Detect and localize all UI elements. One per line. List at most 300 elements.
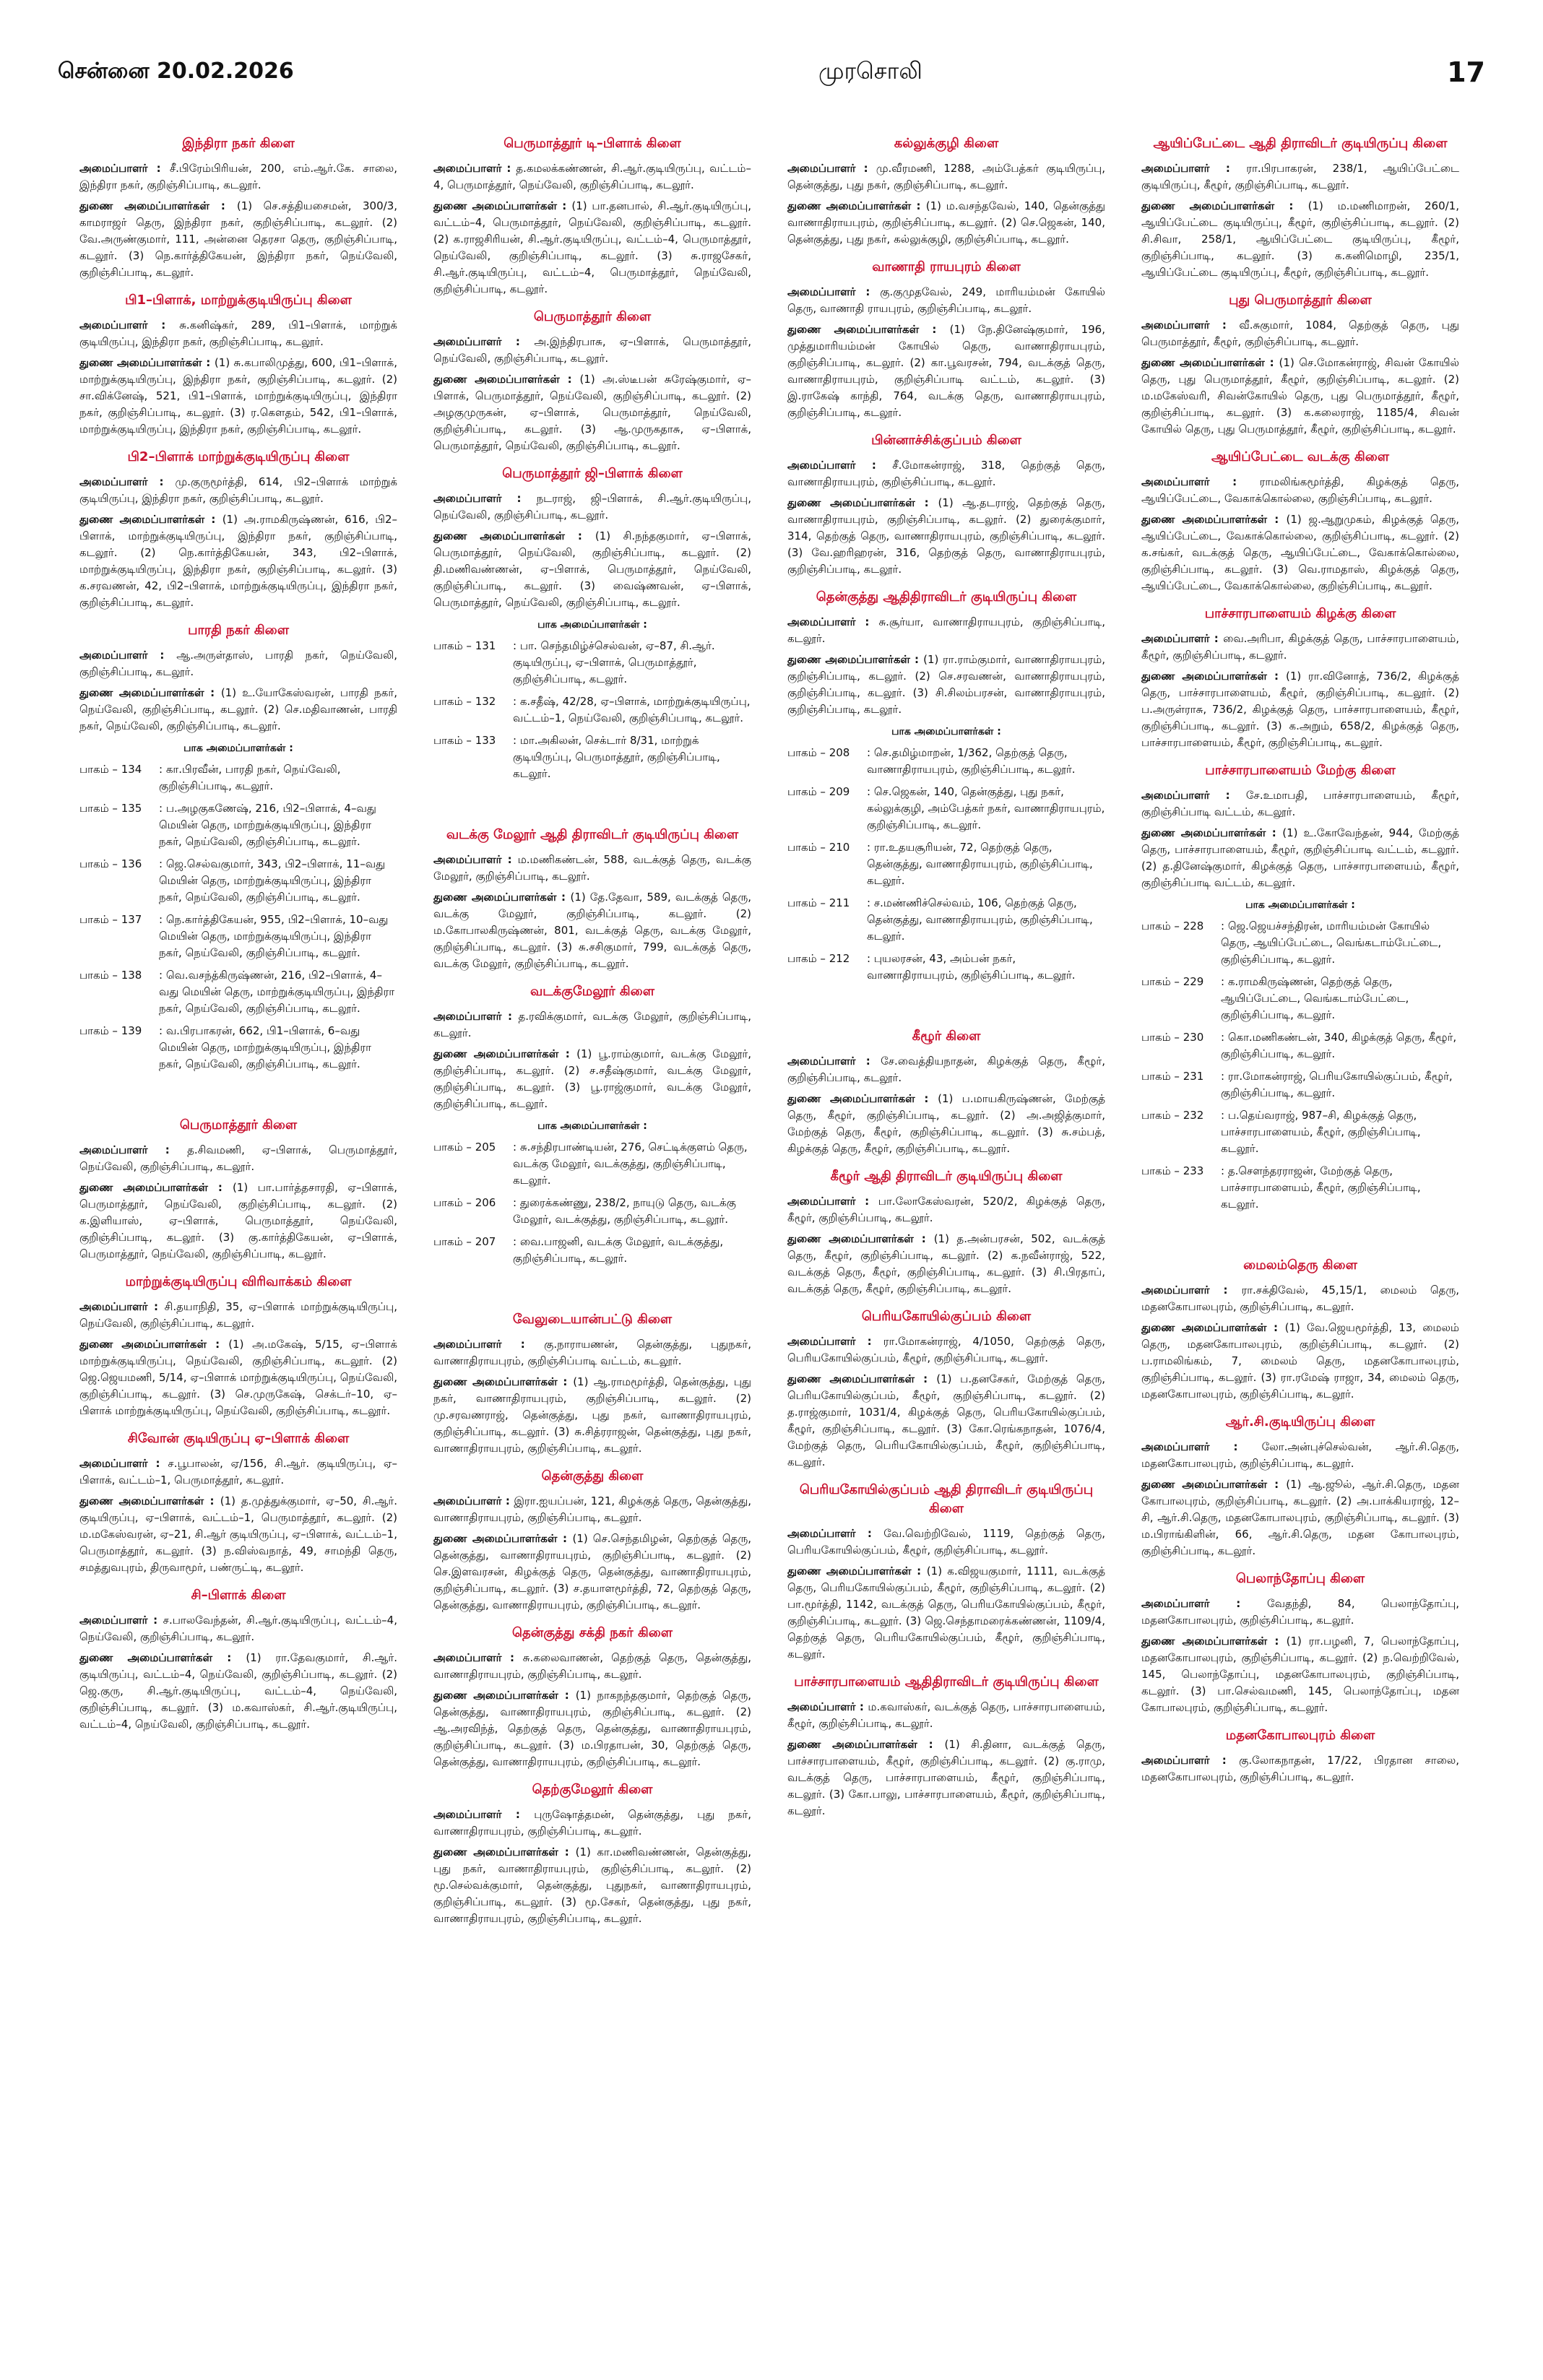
officer-entry — [787, 1091, 1105, 1157]
ward-row — [433, 1195, 751, 1228]
officer-details: (1) செ.மோகன்ராஜ், சிவன் கோயில் தெரு, புது பெருமாத்தூர், கீழூர், குறிஞ்சிப்பாடி, கடலூர். (2) ம.மகேஸ்வரி, சிவன்கோயில் தெரு, புது பெருமாத்தூர், கீழூர், குறிஞ்சிப்பாடி, கடலூர். (3) க.கலைராஜ், 1185/4, சிவன் கோயில் தெரு, புது பெருமாத்தூர், கீழூர், குறிஞ்சிப்பாடி, கடலூர். — [1141, 356, 1459, 436]
ward-organiser: : கா.பிரவீன், பாரதி நகர், நெய்வேலி, குறிஞ்சிப்பாடி, கடலூர். — [159, 763, 341, 792]
officer-entry — [1141, 787, 1459, 821]
ward-row — [433, 638, 751, 688]
branch-section — [787, 1307, 1105, 1471]
ward-organiser: : ச.மண்ணிச்செல்வம், 106, தெற்குத் தெரு, தென்குத்து, வாணாதிராயபுரம், குறிஞ்சிப்பாடி, கடலூர். — [867, 896, 1093, 943]
officer-entry — [1141, 474, 1459, 507]
officer-details: பா.லோகேஸ்வரன், 520/2, கிழக்குத் தெரு, கீழூர், குறிஞ்சிப்பாடி, கடலூர். — [787, 1195, 1105, 1224]
ward-row — [79, 761, 397, 795]
role-label: அமைப்பாளர் : — [433, 1010, 519, 1023]
officer-details: சே.வைத்தியநாதன், கிழக்குத் தெரு, கீழூர், குறிஞ்சிப்பாடி, கடலூர். — [787, 1055, 1105, 1084]
officer-details: ரா.மோகன்ராஜ், 4/1050, தெற்குத் தெரு, பெரியகோயில்குப்பம், கீழூர், குறிஞ்சிப்பாடி, கடலூர். — [787, 1335, 1105, 1364]
officer-entry — [433, 1687, 751, 1770]
officer-details: (1) தே.தேவா, 589, வடக்குத் தெரு, வடக்கு மேலூர், குறிஞ்சிப்பாடி, கடலூர். (2) ம.கோபாலகிருஷ்ணன், 801, வடக்குத் தெரு, வடக்கு மேலூர், குறிஞ்சிப்பாடி, கடலூர். (3) சு.சசிகுமார், 799, வடக்குத் தெரு, வடக்கு மேலூர், குறிஞ்சிப்பாடி, கடலூர். — [433, 891, 751, 970]
role-label: துணை அமைப்பாளர்கள் : — [79, 1651, 246, 1664]
officer-details: (1) ப.மாயகிருஷ்ணன், மேற்குத் தெரு, கீழூர், குறிஞ்சிப்பாடி, கடலூர். (2) அ.அஜித்குமார், மேற்குத் தெரு, கீழூர், குறிஞ்சிப்பாடி, கடலூர். (3) சு.சம்பத், கிழக்குத் தெரு, கீழூர், குறிஞ்சிப்பாடி, கடலூர். — [787, 1092, 1105, 1155]
officer-details: (1) ஆ.தடராஜ், தெற்குத் தெரு, வாணாதிராயபுரம், குறிஞ்சிப்பாடி, கடலூர். (2) துரைக்குமார், 314, தெற்குத் தெரு, வாணாதிராயபுரம், குறிஞ்சிப்பாடி, கடலூர். (3) வே.ஹரிஹரன், 316, தெற்குத் தெரு, வாணாதிராயபுரம், குறிஞ்சிப்பாடி, கடலூர். — [787, 496, 1105, 576]
officer-entry — [79, 474, 397, 507]
officer-entry — [787, 1193, 1105, 1226]
officer-entry — [433, 1493, 751, 1526]
officer-details: ச.பூபாலன், ஏ/156, சி.ஆர். குடியிருப்பு, ஏ–பிளாக், வட்டம்–1, பெருமாத்தூர், கடலூர். — [79, 1457, 397, 1487]
branch-section — [433, 464, 751, 782]
officer-entry — [1141, 1633, 1459, 1716]
ward-number: பாகம் – 136 — [79, 857, 142, 870]
officer-entry — [433, 198, 751, 298]
column-1 — [79, 130, 397, 2355]
branch-section — [79, 291, 397, 438]
branch-section — [79, 1116, 397, 1263]
section-spacer — [1141, 1223, 1459, 1252]
officer-details: (1) ம.வசந்தவேல், 140, தென்குத்து வாணாதிராயபுரம், குறிஞ்சிப்பாடி, கடலூர். (2) செ.ஜெகன், 140, தென்குத்து, புது நகர், கல்லுக்குழி, குறிஞ்சிப்பாடி, கடலூர். — [787, 199, 1105, 246]
branch-title: பி1–பிளாக், மாற்றுக்குடியிருப்பு கிளை — [125, 293, 352, 308]
officer-details: (1) ம.மணிமாறன், 260/1, ஆயிப்பேட்டை குடியிருப்பு, கீழூர், குறிஞ்சிப்பாடி, கடலூர். (2) சி.சிவா, 258/1, ஆயிப்பேட்டை குடியிருப்பு, கீழூர், குறிஞ்சிப்பாடி, கடலூர். (3) க.கனிமொழி, 235/1, ஆயிப்பேட்டை குடியிருப்பு, கீழூர், குறிஞ்சிப்பாடி, கடலூர். — [1141, 199, 1459, 279]
ward-organiser: : வை.பாஜனி, வடக்கு மேலூர், வடக்குத்து, குறிஞ்சிப்பாடி, கடலூர். — [513, 1235, 724, 1265]
officer-entry — [433, 1008, 751, 1042]
branch-section — [787, 431, 1105, 578]
officer-details: (1) அ.மகேஷ், 5/15, ஏ–பிளாக் மாற்றுக்குடியிருப்பு, நெய்வேலி, குறிஞ்சிப்பாடி, கடலூர். (2) ஜெ.ஜெயமணி, 5/14, ஏ–பிளாக் மாற்றுக்குடியிருப்பு, நெய்வேலி, குறிஞ்சிப்பாடி, கடலூர். (3) செ.முருகேஷ், செக்டர்–10, ஏ–பிளாக் மாற்றுக்குடியிருப்பு, நெய்வேலி, குறிஞ்சிப்பாடி, கடலூர். — [79, 1338, 397, 1417]
officer-entry — [433, 1046, 751, 1112]
branch-section — [79, 134, 397, 281]
officer-entry — [433, 1374, 751, 1457]
branch-title: ஆயிப்பேட்டை ஆதி திராவிடர் குடியிருப்பு கிளை — [1153, 136, 1448, 151]
branch-title: வேலுடையான்பட்டு கிளை — [512, 1312, 673, 1327]
ward-organiser: : ரா.உதயசூரியன், 72, தெற்குத் தெரு, தென்குத்து, வாணாதிராயபுரம், குறிஞ்சிப்பாடி, கடலூர். — [867, 841, 1093, 887]
branch-title: பெருமாத்தூர் கிளை — [533, 309, 652, 324]
ward-organisers-heading: பாக அமைப்பாளர்கள் : — [1245, 899, 1355, 911]
branch-section — [1141, 761, 1459, 1213]
ward-row — [1141, 1068, 1459, 1102]
ward-row — [79, 912, 397, 961]
role-label: அமைப்பாளர் : — [1141, 1754, 1240, 1767]
branch-title: வடக்குமேலூர் கிளை — [530, 984, 654, 999]
role-label: துணை அமைப்பாளர்கள் : — [1141, 356, 1279, 369]
officer-details: கு.குமுதவேல், 249, மாரியம்மன் கோயில் தெரு, வாணாதி ராயபுரம், குறிஞ்சிப்பாடி, கடலூர். — [787, 285, 1105, 315]
branch-title: சிவோன் குடியிருப்பு ஏ–பிளாக் கிளை — [127, 1431, 350, 1446]
ward-row — [787, 951, 1105, 984]
ward-row — [79, 856, 397, 906]
ward-number: பாகம் – 131 — [433, 639, 496, 652]
branch-section — [79, 1586, 397, 1733]
officer-details: (1) த.முத்துக்குமார், ஏ–50, சி.ஆர். குடியிருப்பு, ஏ–பிளாக், வட்டம்–1, பெருமாத்தூர், கடலூர். (2) ம.மகேஸ்வரன், ஏ–21, சி.ஆர் குடியிருப்பு, ஏ–பிளாக், வட்டம்–1, பெருமாத்தூர், கடலூர். (3) ந.விஸ்வநாத், 49, சாமந்தி தெரு, சமத்துவபுரம், திருவாமூர், பண்ருட்டி, கடலூர். — [79, 1494, 397, 1574]
ward-organiser: : சு.சந்திரபாண்டியன், 276, செட்டிக்குளம் தெரு, வடக்கு மேலூர், வடக்குத்து, குறிஞ்சிப்பாடி, கடலூர். — [513, 1141, 748, 1187]
officer-entry — [433, 1531, 751, 1614]
role-label: துணை அமைப்பாளர்கள் : — [79, 199, 237, 212]
section-spacer — [79, 1083, 397, 1112]
officer-details: வை.அரிபா, கிழக்குத் தெரு, பாச்சாரபாளையம், கீழூர், குறிஞ்சிப்பாடி, கடலூர். — [1141, 632, 1459, 662]
officer-entry — [787, 321, 1105, 421]
ward-row — [787, 784, 1105, 834]
role-label: துணை அமைப்பாளர்கள் : — [79, 513, 222, 526]
role-label: துணை அமைப்பாளர்கள் : — [787, 1738, 945, 1751]
officer-entry — [787, 1053, 1105, 1086]
officer-entry — [787, 614, 1105, 647]
ward-organiser: : ப.அழகுகணேஷ், 216, பி2–பிளாக், 4–வது மெயின் தெரு, மாற்றுக்குடியிருப்பு, இந்திரா நகர், நெய்வேலி, குறிஞ்சிப்பாடி, கடலூர். — [159, 802, 376, 848]
officer-entry — [787, 1526, 1105, 1559]
officer-entry — [1141, 160, 1459, 194]
ward-row — [79, 967, 397, 1017]
role-label: துணை அமைப்பாளர்கள் : — [787, 1565, 927, 1578]
role-label: துணை அமைப்பாளர்கள் : — [79, 356, 215, 369]
officer-details: நடராஜ், ஜி–பிளாக், சி.ஆர்.குடியிருப்பு, நெய்வேலி, குறிஞ்சிப்பாடி, கடலூர். — [433, 492, 751, 522]
officer-entry — [787, 1371, 1105, 1471]
role-label: அமைப்பாளர் : — [433, 162, 517, 175]
ward-organiser: : புயலரசன், 43, அம்பன் நகர், வாணாதிராயபுரம், குறிஞ்சிப்பாடி, கடலூர். — [867, 952, 1076, 982]
officer-details: ரா.பிரபாகரன், 238/1, ஆயிப்பேட்டை குடியிருப்பு, கீழூர், குறிஞ்சிப்பாடி, கடலூர். — [1141, 162, 1459, 191]
branch-section — [1141, 448, 1459, 594]
officer-entry — [79, 1612, 397, 1645]
officer-entry — [1141, 1439, 1459, 1472]
role-label: அமைப்பாளர் : — [787, 1527, 884, 1540]
role-label: துணை அமைப்பாளர்கள் : — [1141, 1635, 1287, 1648]
branch-title: தென்குத்து கிளை — [541, 1468, 644, 1484]
officer-details: கு.லோகநாதன், 17/22, பிரதான சாலை, மதனகோபாலபுரம், குறிஞ்சிப்பாடி, கடலூர். — [1141, 1754, 1459, 1783]
branch-title: கீழூர் ஆதி திராவிடர் குடியிருப்பு கிளை — [830, 1169, 1063, 1184]
column-4 — [1141, 130, 1459, 2355]
page-number: 17 — [1447, 56, 1485, 88]
branch-section — [79, 621, 397, 1073]
ward-organiser: : ஜெ.செல்வகுமார், 343, பி2–பிளாக், 11–வது மெயின் தெரு, மாற்றுக்குடியிருப்பு, இந்திரா நகர், நெய்வேலி, குறிஞ்சிப்பாடி, கடலூர். — [159, 857, 386, 904]
officer-entry — [433, 1844, 751, 1927]
officer-details: கு.நாராயணன், தென்குத்து, புதுநகர், வாணாதிராயபுரம், குறிஞ்சிப்பாடி வட்டம், கடலூர். — [433, 1338, 751, 1367]
officer-details: (1) நே.தினேஷ்குமார், 196, முத்துமாரியம்மன் கோயில் தெரு, வாணாதிராயபுரம், குறிஞ்சிப்பாடி, கடலூர். (2) கா.பூவரசன், 794, வடக்குத் தெரு, வாணாதிராயபுரம், குறிஞ்சிப்பாடி வட்டம், கடலூர். (3) இ.ராகேஷ் காந்தி, 764, வடக்கு தெரு, வாணாதிராயபுரம், குறிஞ்சிப்பாடி, கடலூர். — [787, 323, 1105, 419]
role-label: அமைப்பாளர் : — [79, 1143, 188, 1156]
ward-organisers-heading: பாக அமைப்பாளர்கள் : — [183, 743, 293, 754]
role-label: அமைப்பாளர் : — [1141, 1597, 1267, 1610]
ward-number: பாகம் – 228 — [1141, 919, 1204, 932]
ward-number: பாகம் – 207 — [433, 1235, 496, 1248]
branch-title: ஆர்.சி.குடியிருப்பு கிளை — [1225, 1414, 1375, 1429]
officer-details: லோ.அன்புச்செல்வன், ஆர்.சி.தெரு, மதனகோபாலபுரம், குறிஞ்சிப்பாடி, கடலூர். — [1141, 1440, 1459, 1470]
officer-entry — [1141, 511, 1459, 594]
officer-entry — [433, 490, 751, 524]
role-label: அமைப்பாளர் : — [1141, 475, 1260, 488]
officer-details: (1) பூ.ராம்குமார், வடக்கு மேலூர், குறிஞ்சிப்பாடி, கடலூர். (2) ச.சதீஷ்குமார், வடக்கு மேலூர், குறிஞ்சிப்பாடி, கடலூர். (3) பூ.ராஜ்குமார், வடக்கு மேலூர், குறிஞ்சிப்பாடி, கடலூர். — [433, 1047, 751, 1110]
ward-organiser: : ப.தெய்வராஜ், 987–சி, கிழக்குத் தெரு, பாச்சாரபாளையம், கீழூர், குறிஞ்சிப்பாடி, கடலூர். — [1221, 1109, 1421, 1155]
officer-entry — [79, 317, 397, 350]
role-label: துணை அமைப்பாளர்கள் : — [787, 653, 924, 666]
officer-entry — [79, 1336, 397, 1419]
officer-details: (1) ஆ.ஜூல், ஆர்.சி.தெரு, மதன கோபாலபுரம், குறிஞ்சிப்பாடி, கடலூர். (2) அ.பாக்கியராஜ், 12–சி, ஆர்.சி.தெரு, மதனகோபாலபுரம், குறிஞ்சிப்பாடி, கடலூர். (3) ம.பிராங்கிளின், 66, ஆர்.சி.தெரு, மதன கோபாலபுரம், குறிஞ்சிப்பாடி, கடலூர். — [1141, 1478, 1459, 1557]
ward-organiser: : ரா.மோகன்ராஜ், பெரியகோயில்குப்பம், கீழூர், குறிஞ்சிப்பாடி, கடலூர். — [1221, 1070, 1453, 1099]
officer-details: மு.குருமூர்த்தி, 614, பி2–பிளாக் மாற்றுக் குடியிருப்பு, இந்திரா நகர், குறிஞ்சிப்பாடி, கடலூர். — [79, 475, 397, 505]
branch-title: சி–பிளாக் கிளை — [191, 1588, 286, 1603]
ward-organiser: : ஜெ.ஜெயச்சந்திரன், மாரியம்மன் கோயில் தெரு, ஆயிப்பேட்டை, வெங்கடாம்பேட்டை, குறிஞ்சிப்பாடி, கடலூர். — [1221, 919, 1442, 966]
officer-details: ஆ.அருள்தாஸ், பாரதி நகர், நெய்வேலி, குறிஞ்சிப்பாடி, கடலூர். — [79, 649, 397, 678]
role-label: அமைப்பாளர் : — [79, 1300, 165, 1313]
branch-section — [1141, 1726, 1459, 1786]
role-label: துணை அமைப்பாளர்கள் : — [433, 373, 580, 386]
column-2 — [433, 130, 751, 2355]
role-label: துணை அமைப்பாளர்கள் : — [79, 1181, 233, 1194]
role-label: அமைப்பாளர் : — [787, 1195, 878, 1208]
branch-title: பெரியகோயில்குப்பம் ஆதி திராவிடர் குடியிருப்பு கிளை — [799, 1482, 1094, 1516]
role-label: துணை அமைப்பாளர்கள் : — [1141, 826, 1283, 839]
role-label: அமைப்பாளர் : — [79, 319, 180, 332]
role-label: அமைப்பாளர் : — [787, 285, 881, 298]
issue-date: சென்னை 20.02.2026 — [58, 58, 294, 84]
officer-details: வேதந்தி, 84, பெலாந்தோப்பு, மதனகோபாலபுரம், குறிஞ்சிப்பாடி, கடலூர். — [1141, 1597, 1459, 1627]
ward-row — [79, 1023, 397, 1073]
branch-title: இந்திரா நகர் கிளை — [182, 136, 295, 151]
role-label: துணை அமைப்பாளர்கள் : — [433, 1532, 573, 1545]
officer-entry — [787, 457, 1105, 490]
branch-section — [433, 134, 751, 298]
officer-entry — [433, 889, 751, 972]
role-label: அமைப்பாளர் : — [79, 649, 177, 662]
branch-section — [79, 448, 397, 611]
officer-entry — [433, 528, 751, 611]
branch-title: தெற்குமேலூர் கிளை — [532, 1782, 653, 1797]
officer-entry — [79, 1142, 397, 1175]
role-label: துணை அமைப்பாளர்கள் : — [433, 529, 595, 542]
ward-number: பாகம் – 135 — [79, 802, 142, 815]
branch-section — [433, 1624, 751, 1770]
ward-row — [1141, 1029, 1459, 1063]
officer-details: (1) நாகநந்தகுமார், தெற்குத் தெரு, தென்குத்து, வாணாதிராயபுரம், குறிஞ்சிப்பாடி, கடலூர். (2) ஆ.அரவிந்த், தெற்குத் தெரு, தென்குத்து, வாணாதிராயபுரம், குறிஞ்சிப்பாடி, கடலூர். (3) ம.பிரதாபன், 30, தெற்குத் தெரு, தென்குத்து, வாணாதிராயபுரம், குறிஞ்சிப்பாடி, கடலூர். — [433, 1689, 751, 1768]
branch-section — [787, 588, 1105, 984]
branch-section — [1141, 1570, 1459, 1716]
role-label: அமைப்பாளர் : — [787, 615, 879, 628]
role-label: துணை அமைப்பாளர்கள் : — [433, 1047, 577, 1060]
officer-details: த.ரவிக்குமார், வடக்கு மேலூர், குறிஞ்சிப்பாடி, கடலூர். — [433, 1010, 751, 1039]
officer-details: சே.உமாபதி, பாச்சாரபாளையம், கீழூர், குறிஞ்சிப்பாடி வட்டம், கடலூர். — [1141, 789, 1459, 818]
ward-number: பாகம் – 232 — [1141, 1109, 1204, 1122]
officer-entry — [1141, 631, 1459, 664]
role-label: துணை அமைப்பாளர்கள் : — [1141, 670, 1287, 683]
ward-organiser: : செ.தமிழ்மாறன், 1/362, தெற்குத் தெரு, வாணாதிராயபுரம், குறிஞ்சிப்பாடி, கடலூர். — [867, 746, 1076, 776]
ward-number: பாகம் – 132 — [433, 695, 496, 708]
officer-entry — [1141, 1596, 1459, 1629]
officer-details: சு.கலைவாணன், தெற்குத் தெரு, தென்குத்து, வாணாதிராயபுரம், குறிஞ்சிப்பாடி, கடலூர். — [433, 1651, 751, 1681]
branch-title: ஆயிப்பேட்டை வடக்கு கிளை — [1211, 449, 1389, 464]
officer-entry — [79, 1493, 397, 1576]
officer-entry — [79, 198, 397, 281]
officer-details: (1) அ.ஸ்டீபன் சுரேஷ்குமார், ஏ–பிளாக், பெருமாத்தூர், நெய்வேலி, குறிஞ்சிப்பாடி, கடலூர். (2) அழகுமுருகன், ஏ–பிளாக், பெருமாத்தூர், நெய்வேலி, குறிஞ்சிப்பாடி, கடலூர். (3) ஆ.முருகதாசு, ஏ–பிளாக், பெருமாத்தூர், நெய்வேலி, குறிஞ்சிப்பாடி, கடலூர். — [433, 373, 751, 452]
officer-entry — [787, 1231, 1105, 1297]
ward-organiser: : நெ.கார்த்திகேயன், 955, பி2–பிளாக், 10–வது மெயின் தெரு, மாற்றுக்குடியிருப்பு, இந்திரா நகர், நெய்வேலி, குறிஞ்சிப்பாடி, கடலூர். — [159, 913, 389, 959]
ward-organiser: : க.சதீஷ், 42/28, ஏ–பிளாக், மாற்றுக்குடியிருப்பு, வட்டம்–1, நெய்வேலி, குறிஞ்சிப்பாடி, கடலூர். — [513, 695, 751, 724]
branch-section — [787, 1673, 1105, 1819]
ward-number: பாகம் – 134 — [79, 763, 142, 776]
officer-entry — [1141, 668, 1459, 751]
branch-section — [1141, 134, 1459, 281]
ward-organisers-heading: பாக அமைப்பாளர்கள் : — [891, 726, 1001, 737]
branch-section — [1141, 1256, 1459, 1403]
branch-title: பி2–பிளாக் மாற்றுக்குடியிருப்பு கிளை — [127, 449, 350, 464]
role-label: துணை அமைப்பாளர்கள் : — [1141, 513, 1287, 526]
branch-title: பெரியகோயில்குப்பம் கிளை — [861, 1309, 1032, 1324]
officer-entry — [787, 495, 1105, 578]
section-spacer — [433, 1277, 751, 1306]
newspaper-name: முரசொலி — [818, 57, 922, 85]
officer-details: (1) ஆ.ராமமூர்த்தி, தென்குத்து, புது நகர், வாணாதிராயபுரம், குறிஞ்சிப்பாடி, கடலூர். (2) மு.சரவணராஜ், தென்குத்து, புது நகர், வாணாதிராயபுரம், குறிஞ்சிப்பாடி, கடலூர். (3) சு.சித்ரராஜன், தென்குத்து, புது நகர், வாணாதிராயபுரம், குறிஞ்சிப்பாடி, கடலூர். — [433, 1375, 751, 1455]
ward-row — [1141, 918, 1459, 968]
ward-number: பாகம் – 209 — [787, 785, 850, 798]
role-label: அமைப்பாளர் : — [433, 492, 537, 505]
officer-entry — [1141, 1320, 1459, 1403]
role-label: துணை அமைப்பாளர்கள் : — [1141, 1478, 1287, 1491]
officer-entry — [433, 1336, 751, 1369]
ward-number: பாகம் – 208 — [787, 746, 850, 759]
officer-details: புருஷோத்தமன், தென்குத்து, புது நகர், வாணாதிராயபுரம், குறிஞ்சிப்பாடி, கடலூர். — [433, 1808, 751, 1838]
ward-organiser: : வெ.வசந்த்கிருஷ்ணன், 216, பி2–பிளாக், 4–வது மெயின் தெரு, மாற்றுக்குடியிருப்பு, இந்திரா நகர், நெய்வேலி, குறிஞ்சிப்பாடி, கடலூர். — [159, 969, 395, 1015]
officer-details: (1) ரா.தேவகுமார், சி.ஆர். குடியிருப்பு, வட்டம்–4, நெய்வேலி, குறிஞ்சிப்பாடி, கடலூர். (2) ஜெ.குரு, சி.ஆர்.குடியிருப்பு, வட்டம்–4, நெய்வேலி, குறிஞ்சிப்பாடி, கடலூர். (3) ம.கவாஸ்கர், சி.ஆர்.குடியிருப்பு, வட்டம்–4, நெய்வேலி, குறிஞ்சிப்பாடி, கடலூர். — [79, 1651, 397, 1731]
ward-row — [433, 693, 751, 727]
ward-number: பாகம் – 206 — [433, 1196, 496, 1209]
ward-row — [433, 732, 751, 782]
role-label: அமைப்பாளர் : — [787, 162, 876, 175]
officer-details: த.சிவமணி, ஏ–பிளாக், பெருமாத்தூர், நெய்வேலி, குறிஞ்சிப்பாடி, கடலூர். — [79, 1143, 397, 1173]
ward-number: பாகம் – 138 — [79, 969, 142, 982]
ward-number: பாகம் – 211 — [787, 896, 850, 909]
ward-number: பாகம் – 133 — [433, 734, 496, 747]
ward-number: பாகம் – 233 — [1141, 1164, 1204, 1177]
role-label: அமைப்பாளர் : — [1141, 1440, 1262, 1453]
branch-section — [433, 826, 751, 972]
branch-title: தென்குத்து சக்தி நகர் கிளை — [512, 1625, 673, 1640]
officer-details: த.கமலக்கண்ணன், சி.ஆர்.குடியிருப்பு, வட்டம்–4, பெருமாத்தூர், நெய்வேலி, குறிஞ்சிப்பாடி, கடலூர். — [433, 162, 751, 191]
ward-row — [1141, 1163, 1459, 1213]
role-label: அமைப்பாளர் : — [79, 475, 176, 488]
branch-section — [1141, 291, 1459, 438]
officer-details: (1) ரா.ராம்குமார், வாணாதிராயபுரம், குறிஞ்சிப்பாடி, கடலூர். (2) செ.சரவணன், வாணாதிராயபுரம், குறிஞ்சிப்பாடி, கடலூர். (3) சி.சிலம்பரசன், வாணாதிராயபுரம், குறிஞ்சிப்பாடி, கடலூர். — [787, 653, 1105, 716]
officer-details: ரா.சக்திவேல், 45,15/1, மைலம் தெரு, மதனகோபாலபுரம், குறிஞ்சிப்பாடி, கடலூர். — [1141, 1284, 1459, 1313]
role-label: அமைப்பாளர் : — [79, 162, 170, 175]
branch-title: தென்குத்து ஆதிதிராவிடர் குடியிருப்பு கிளை — [816, 589, 1077, 605]
branch-title: பெருமாத்தூர் ஜி–பிளாக் கிளை — [502, 466, 683, 481]
role-label: அமைப்பாளர் : — [1141, 789, 1246, 802]
officer-details: (1) அ.ராமகிருஷ்ணன், 616, பி2–பிளாக், மாற்றுக்குடியிருப்பு, இந்திரா நகர், குறிஞ்சிப்பாடி, கடலூர். (2) நெ.கார்த்திகேயன், 343, பி2–பிளாக், மாற்றுக்குடியிருப்பு, இந்திரா நகர், குறிஞ்சிப்பாடி, கடலூர். (3) க.சரவணன், 42, பி2–பிளாக், மாற்றுக்குடியிருப்பு, இந்திரா நகர், குறிஞ்சிப்பாடி, கடலூர். — [79, 513, 397, 609]
role-label: துணை அமைப்பாளர்கள் : — [787, 1092, 938, 1105]
officer-details: சி.தயாநிதி, 35, ஏ–பிளாக் மாற்றுக்குடியிருப்பு, நெய்வேலி, குறிஞ்சிப்பாடி, கடலூர். — [79, 1300, 397, 1330]
role-label: துணை அமைப்பாளர்கள் : — [787, 199, 926, 212]
officer-entry — [79, 511, 397, 611]
branch-section — [787, 258, 1105, 421]
officer-entry — [79, 1455, 397, 1489]
role-label: துணை அமைப்பாளர்கள் : — [433, 1375, 574, 1388]
branch-title: கீழூர் கிளை — [912, 1029, 981, 1044]
officer-details: சு.கனிஷ்கர், 289, பி1–பிளாக், மாற்றுக் குடியிருப்பு, இந்திரா நகர், குறிஞ்சிப்பாடி, கடலூர். — [79, 319, 397, 348]
ward-row — [1141, 1107, 1459, 1157]
role-label: அமைப்பாளர் : — [787, 459, 893, 472]
role-label: அமைப்பாளர் : — [1141, 162, 1247, 175]
ward-number: பாகம் – 205 — [433, 1141, 496, 1154]
officer-details: (1) த.அன்பரசன், 502, வடக்குத் தெரு, கீழூர், குறிஞ்சிப்பாடி, கடலூர். (2) க.நவீன்ராஜ், 522, வடக்குத் தெரு, கீழூர், குறிஞ்சிப்பாடி, கடலூர். (3) சி.பிரதாப், வடக்குத் தெரு, கீழூர், குறிஞ்சிப்பாடி, கடலூர். — [787, 1232, 1105, 1295]
officer-details: வீ.சுகுமார், 1084, தெற்குத் தெரு, புது பெருமாத்தூர், கீழூர், குறிஞ்சிப்பாடி, கடலூர். — [1141, 319, 1459, 348]
branch-title: பின்னாச்சிக்குப்பம் கிளை — [871, 433, 1021, 448]
officer-details: (1) ப.தனசேகர், மேற்குத் தெரு, பெரியகோயில்குப்பம், கீழூர், குறிஞ்சிப்பாடி, கடலூர். (2) த.ராஜ்குமார், 1031/4, கிழக்குத் தெரு, பெரியகோயில்குப்பம், கீழூர், குறிஞ்சிப்பாடி, கடலூர். (3) கோ.ரெங்கநாதன், 1076/4, மேற்குத் தெரு, பெரியகோயில்குப்பம், கீழூர், குறிஞ்சிப்பாடி, கடலூர். — [787, 1372, 1105, 1468]
role-label: அமைப்பாளர் : — [787, 1700, 868, 1713]
officer-details: (1) ஜ.ஆறுமுகம், கிழக்குத் தெரு, ஆயிப்பேட்டை, வேகாக்கொல்லை, குறிஞ்சிப்பாடி, கடலூர். (2) க.சங்கர், வடக்குத் தெரு, ஆயிப்பேட்டை, வேகாக்கொல்லை, குறிஞ்சிப்பாடி, கடலூர். (3) வெ.ராமதாஸ், கிழக்குத் தெரு, ஆயிப்பேட்டை, வேகாக்கொல்லை, குறிஞ்சிப்பாடி, கடலூர். — [1141, 513, 1459, 592]
branch-section — [79, 1273, 397, 1419]
branch-title: பெருமாத்தூர் கிளை — [179, 1117, 298, 1133]
branch-title: பாரதி நகர் கிளை — [188, 623, 289, 638]
officer-details: (1) ரா.பழனி, 7, பெலாந்தோப்பு, மதனகோபாலபுரம், குறிஞ்சிப்பாடி, கடலூர். (2) ந.வெற்றிவேல், 145, பெலாந்தோப்பு, மதனகோபாலபுரம், குறிஞ்சிப்பாடி, கடலூர். (3) பா.செல்வமணி, 145, பெலாந்தோப்பு, மதன கோபாலபுரம், குறிஞ்சிப்பாடி, கடலூர். — [1141, 1635, 1459, 1714]
officer-entry — [79, 685, 397, 735]
ward-organiser: : த.செளந்தரராஜன், மேற்குத் தெரு, பாச்சாரபாளையம், கீழூர், குறிஞ்சிப்பாடி, கடலூர். — [1221, 1164, 1421, 1211]
officer-entry — [1141, 1752, 1459, 1786]
branch-title: மாற்றுக்குடியிருப்பு விரிவாக்கம் கிளை — [125, 1274, 352, 1289]
role-label: துணை அமைப்பாளர்கள் : — [433, 199, 572, 212]
officer-entry — [787, 1699, 1105, 1732]
officer-entry — [787, 1563, 1105, 1663]
role-label: துணை அமைப்பாளர்கள் : — [79, 1494, 220, 1507]
officer-details: சு.சூர்யா, வாணாதிராயபுரம், குறிஞ்சிப்பாடி, கடலூர். — [787, 615, 1105, 645]
role-label: துணை அமைப்பாளர்கள் : — [787, 1232, 934, 1245]
branch-section — [433, 1310, 751, 1457]
officer-entry — [433, 1650, 751, 1683]
ward-row — [787, 895, 1105, 945]
role-label: அமைப்பாளர் : — [433, 853, 518, 866]
role-label: துணை அமைப்பாளர்கள் : — [79, 686, 221, 699]
officer-details: (1) செ.செந்தமிழன், தெற்குத் தெரு, தென்குத்து, வாணாதிராயபுரம், குறிஞ்சிப்பாடி, கடலூர். (2) செ.இளவரசன், கிழக்குத் தெரு, தென்குத்து, வாணாதிராயபுரம், குறிஞ்சிப்பாடி, கடலூர். (3) ச.தயாளமூர்த்தி, 72, தெற்குத் தெரு, தென்குத்து, வாணாதிராயபுரம், குறிஞ்சிப்பாடி, கடலூர். — [433, 1532, 751, 1611]
officer-entry — [1141, 825, 1459, 891]
branch-section — [787, 1481, 1105, 1663]
officer-entry — [79, 160, 397, 194]
role-label: துணை அமைப்பாளர்கள் : — [433, 891, 571, 904]
ward-row — [79, 800, 397, 850]
role-label: துணை அமைப்பாளர்கள் : — [79, 1338, 229, 1351]
branch-title: பெருமாத்தூர் டி–பிளாக் கிளை — [503, 136, 681, 151]
officer-details: (1) சு.கபாலிமுத்து, 600, பி1–பிளாக், மாற்றுக்குடியிருப்பு, இந்திரா நகர், குறிஞ்சிப்பாடி, கடலூர். (2) சா.விக்னேஷ், 521, பி1–பிளாக், மாற்றுக்குடியிருப்பு, இந்திரா நகர், குறிஞ்சிப்பாடி, கடலூர். (3) ர.கௌதம், 542, பி1–பிளாக், மாற்றுக்குடியிருப்பு, இந்திரா நகர், குறிஞ்சிப்பாடி, கடலூர். — [79, 356, 397, 436]
officer-entry — [787, 1333, 1105, 1367]
branch-section — [1141, 605, 1459, 751]
officer-entry — [787, 1736, 1105, 1819]
officer-entry — [1141, 1476, 1459, 1559]
branch-title: மைலம்தெரு கிளை — [1243, 1258, 1357, 1273]
officer-entry — [787, 198, 1105, 248]
branch-title: மதனகோபாலபுரம் கிளை — [1225, 1728, 1375, 1743]
ward-number: பாகம் – 229 — [1141, 975, 1204, 988]
officer-details: (1) சி.தினா, வடக்குத் தெரு, பாச்சாரபாளையம், கீழூர், குறிஞ்சிப்பாடி, கடலூர். (2) கு.ராமு, வடக்குத் தெரு, பாச்சாரபாளையம், கீழூர், குறிஞ்சிப்பாடி, கடலூர். (3) கோ.பாலு, பாச்சாரபாளையம், கீழூர், குறிஞ்சிப்பாடி, கடலூர். — [787, 1738, 1105, 1817]
officer-details: அ.இந்திரபாசு, ஏ–பிளாக், பெருமாத்தூர், நெய்வேலி, குறிஞ்சிப்பாடி, கடலூர். — [433, 335, 751, 365]
officer-details: (1) சி.நந்தகுமார், ஏ–பிளாக், பெருமாத்தூர், நெய்வேலி, குறிஞ்சிப்பாடி, கடலூர். (2) தி.மணிவண்ணன், ஏ–பிளாக், பெருமாத்தூர், நெய்வேலி, குறிஞ்சிப்பாடி, கடலூர். (3) வைஷ்ணவன், ஏ–பிளாக், பெருமாத்தூர், நெய்வேலி, குறிஞ்சிப்பாடி, கடலூர். — [433, 529, 751, 609]
ward-row — [1141, 974, 1459, 1024]
branch-section — [433, 1780, 751, 1927]
branch-section — [1141, 1413, 1459, 1559]
officer-details: (1) க.விஜயகுமார், 1111, வடக்குத் தெரு, பெரியகோயில்குப்பம், கீழூர், குறிஞ்சிப்பாடி, கடலூர். (2) பா.மூர்த்தி, 1142, வடக்குத் தெரு, பெரியகோயில்குப்பம், கீழூர், குறிஞ்சிப்பாடி, கடலூர். (3) ஜெ.செந்தாமரைக்கண்ணன், 1109/4, தெற்குத் தெரு, பெரியகோயில்குப்பம், கீழூர், குறிஞ்சிப்பாடி, கடலூர். — [787, 1565, 1105, 1661]
role-label: துணை அமைப்பாளர்கள் : — [787, 323, 950, 336]
officer-details: ம.மணிகண்டன், 588, வடக்குத் தெரு, வடக்கு மேலூர், குறிஞ்சிப்பாடி, கடலூர். — [433, 853, 751, 883]
role-label: அமைப்பாளர் : — [433, 1494, 514, 1507]
ward-organiser: : செ.ஜெகன், 140, தென்குத்து, புது நகர், கல்லுக்குழி, அம்பேத்கர் நகர், வாணாதிராயபுரம், குறிஞ்சிப்பாடி, கடலூர். — [867, 785, 1105, 831]
ward-organiser: : பா. செந்தமிழ்ச்செல்வன், ஏ–87, சி.ஆர். குடியிருப்பு, ஏ–பிளாக், பெருமாத்தூர், குறிஞ்சிப்பாடி, கடலூர். — [513, 639, 715, 685]
role-label: துணை அமைப்பாளர்கள் : — [1141, 1321, 1285, 1334]
role-label: அமைப்பாளர் : — [79, 1457, 168, 1470]
branch-title: பாச்சாரபாளையம் கிழக்கு கிளை — [1204, 606, 1396, 621]
officer-entry — [787, 284, 1105, 317]
branch-section — [787, 134, 1105, 248]
officer-entry — [433, 852, 751, 885]
branch-title: வாணாதி ராயபுரம் கிளை — [872, 259, 1021, 274]
role-label: அமைப்பாளர் : — [1141, 632, 1224, 645]
role-label: அமைப்பாளர் : — [787, 1335, 883, 1348]
role-label: துணை அமைப்பாளர்கள் : — [787, 496, 938, 509]
role-label: துணை அமைப்பாளர்கள் : — [1141, 199, 1308, 212]
officer-details: இரா.ஐயப்பன், 121, கிழக்குத் தெரு, தென்குத்து, வாணாதிராயபுரம், குறிஞ்சிப்பாடி, கடலூர். — [433, 1494, 751, 1524]
ward-organiser: : க.ராமகிருஷ்ணன், தெற்குத் தெரு, ஆயிப்பேட்டை, வெங்கடாம்பேட்டை, குறிஞ்சிப்பாடி, கடலூர். — [1221, 975, 1409, 1021]
officer-details: ராமலிங்கமூர்த்தி, கிழக்குத் தெரு, ஆயிப்பேட்டை, வேகாக்கொல்லை, குறிஞ்சிப்பாடி, கடலூர். — [1141, 475, 1459, 505]
officer-details: ச.பாலவேந்தன், சி.ஆர்.குடியிருப்பு, வட்டம்–4, நெய்வேலி, குறிஞ்சிப்பாடி, கடலூர். — [79, 1614, 397, 1643]
ward-number: பாகம் – 137 — [79, 913, 142, 926]
ward-number: பாகம் – 230 — [1141, 1031, 1204, 1044]
branch-title: வடக்கு மேலூர் ஆதி திராவிடர் குடியிருப்பு கிளை — [446, 827, 739, 842]
ward-number: பாகம் – 212 — [787, 952, 850, 965]
officer-details: (1) உ.கோவேந்தன், 944, மேற்குத் தெரு, பாச்சாரபாளையம், கீழூர், குறிஞ்சிப்பாடி வட்டம், கடலூர். (2) த.தினேஷ்குமார், கிழக்குத் தெரு, பாச்சாரபாளையம், கீழூர், குறிஞ்சிப்பாடி வட்டம், கடலூர். — [1141, 826, 1459, 889]
officer-entry — [433, 334, 751, 367]
officer-details: சீ.மோகன்ராஜ், 318, தெற்குத் தெரு, வாணாதிராயபுரம், குறிஞ்சிப்பாடி, கடலூர். — [787, 459, 1105, 488]
